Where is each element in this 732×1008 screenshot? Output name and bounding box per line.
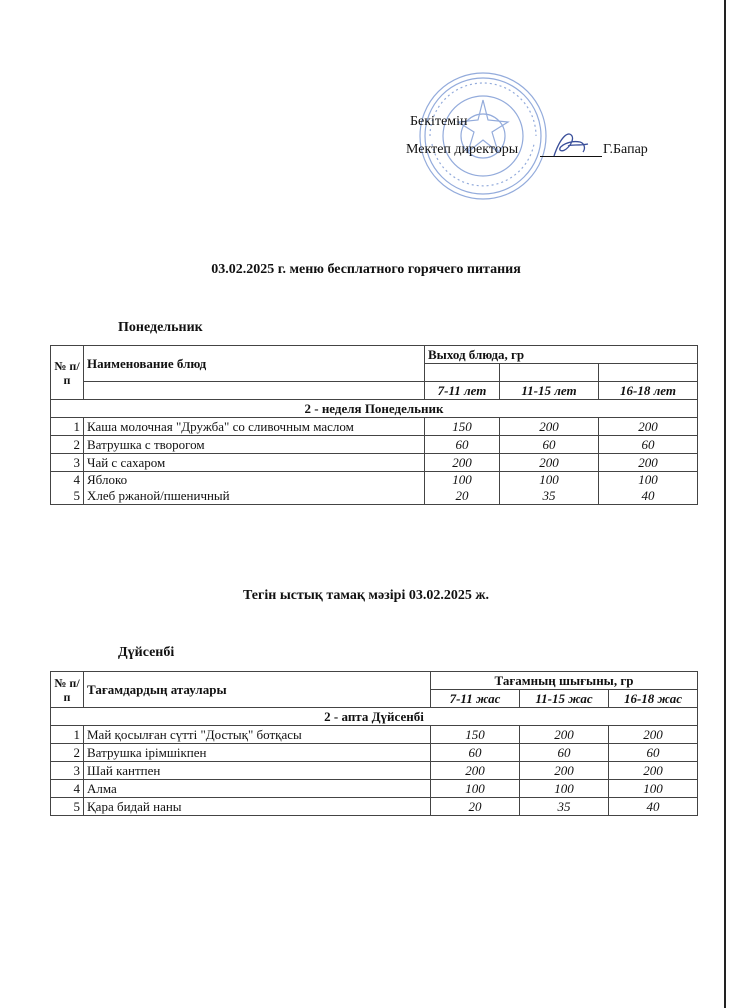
director-label: Мектеп директоры bbox=[406, 142, 519, 157]
value-16-18: 40 bbox=[609, 798, 698, 816]
dish-name: Каша молочная "Дружба" со сливочным маслом bbox=[84, 418, 425, 436]
value: 40 bbox=[641, 488, 655, 503]
age-col-2: 11-15 лет bbox=[500, 382, 599, 400]
row-num: 3 bbox=[51, 454, 84, 472]
value-16-18: 200 bbox=[609, 726, 698, 744]
value-16-18 bbox=[599, 472, 698, 505]
value-11-15: 100 bbox=[520, 780, 609, 798]
dish-name: Ватрушка ірімшікпен bbox=[84, 744, 431, 762]
value-7-11: 100 bbox=[431, 780, 520, 798]
scan-edge-line bbox=[724, 0, 726, 1008]
row-num: 5 bbox=[51, 798, 84, 816]
section-title: 2 - неделя Понедельник bbox=[51, 400, 698, 418]
value-11-15: 60 bbox=[520, 744, 609, 762]
row-num-4: 4 bbox=[73, 472, 80, 487]
table-header-row bbox=[51, 346, 698, 364]
dish-name bbox=[84, 472, 425, 505]
header-num: № п/п bbox=[51, 672, 84, 708]
table-row bbox=[51, 762, 698, 780]
value-7-11: 150 bbox=[431, 726, 520, 744]
ru-menu-table bbox=[50, 345, 698, 505]
signature-icon bbox=[550, 128, 590, 162]
table-row bbox=[51, 780, 698, 798]
table-row-merged bbox=[51, 472, 698, 505]
dish-name: Ватрушка с творогом bbox=[84, 436, 425, 454]
value-11-15: 200 bbox=[500, 454, 599, 472]
school-seal-icon bbox=[418, 70, 548, 202]
row-num: 1 bbox=[51, 418, 84, 436]
dish-name-apple: Яблоко bbox=[87, 472, 128, 487]
table-row bbox=[51, 726, 698, 744]
row-num: 2 bbox=[51, 436, 84, 454]
value: 100 bbox=[539, 472, 559, 487]
value-7-11: 20 bbox=[431, 798, 520, 816]
row-num bbox=[51, 472, 84, 505]
value-16-18: 200 bbox=[599, 418, 698, 436]
value-7-11: 200 bbox=[425, 454, 500, 472]
section-title: 2 - апта Дүйсенбі bbox=[51, 708, 698, 726]
value-7-11: 60 bbox=[425, 436, 500, 454]
value: 100 bbox=[638, 472, 658, 487]
value-11-15: 200 bbox=[520, 726, 609, 744]
value-16-18: 60 bbox=[609, 744, 698, 762]
value-7-11: 150 bbox=[425, 418, 500, 436]
header-num: № п/п bbox=[51, 346, 84, 400]
row-num: 4 bbox=[51, 780, 84, 798]
value-16-18: 100 bbox=[609, 780, 698, 798]
ru-menu-title: 03.02.2025 г. меню бесплатного горячего питания bbox=[211, 262, 521, 277]
row-num: 3 bbox=[51, 762, 84, 780]
table-age-row bbox=[51, 382, 698, 400]
dish-name: Шай кантпен bbox=[84, 762, 431, 780]
value: 100 bbox=[452, 472, 472, 487]
value-11-15: 60 bbox=[500, 436, 599, 454]
age-col-3: 16-18 лет bbox=[599, 382, 698, 400]
approve-word: Бекітемін bbox=[410, 114, 468, 129]
value-7-11: 60 bbox=[431, 744, 520, 762]
header-output: Тағамның шығыны, гр bbox=[431, 672, 698, 690]
header-name: Наименование блюд bbox=[84, 346, 425, 382]
kz-menu-table bbox=[50, 671, 698, 816]
table-header-row bbox=[51, 672, 698, 690]
row-num-5: 5 bbox=[73, 488, 80, 503]
value-11-15 bbox=[500, 472, 599, 505]
dish-name: Май қосылған сүтті "Достық" ботқасы bbox=[84, 726, 431, 744]
value-16-18: 60 bbox=[599, 436, 698, 454]
header-output: Выход блюда, гр bbox=[425, 346, 698, 364]
dish-name-bread: Хлеб ржаной/пшеничный bbox=[87, 488, 230, 503]
value-11-15: 200 bbox=[520, 762, 609, 780]
dish-name: Чай с сахаром bbox=[84, 454, 425, 472]
value-11-15: 200 bbox=[500, 418, 599, 436]
age-col-1: 7-11 жас bbox=[431, 690, 520, 708]
value-7-11 bbox=[425, 472, 500, 505]
value-16-18: 200 bbox=[599, 454, 698, 472]
header-name: Тағамдардың атаулары bbox=[84, 672, 431, 708]
kz-menu-title: Тегін ыстық тамақ мәзірі 03.02.2025 ж. bbox=[243, 588, 489, 603]
table-row bbox=[51, 418, 698, 436]
value: 35 bbox=[542, 488, 556, 503]
age-col-1: 7-11 лет bbox=[425, 382, 500, 400]
value-16-18: 200 bbox=[609, 762, 698, 780]
table-row bbox=[51, 744, 698, 762]
section-row bbox=[51, 400, 698, 418]
dish-name: Алма bbox=[84, 780, 431, 798]
table-row bbox=[51, 436, 698, 454]
director-name: Г.Бапар bbox=[603, 142, 648, 157]
kz-day-label: Дүйсенбі bbox=[118, 645, 175, 660]
age-col-2: 11-15 жас bbox=[520, 690, 609, 708]
age-col-3: 16-18 жас bbox=[609, 690, 698, 708]
ru-day-label: Понедельник bbox=[118, 320, 203, 335]
value: 20 bbox=[455, 488, 469, 503]
section-row bbox=[51, 708, 698, 726]
row-num: 2 bbox=[51, 744, 84, 762]
row-num: 1 bbox=[51, 726, 84, 744]
table-row bbox=[51, 798, 698, 816]
table-row bbox=[51, 454, 698, 472]
dish-name: Қара бидай наны bbox=[84, 798, 431, 816]
value-11-15: 35 bbox=[520, 798, 609, 816]
value-7-11: 200 bbox=[431, 762, 520, 780]
